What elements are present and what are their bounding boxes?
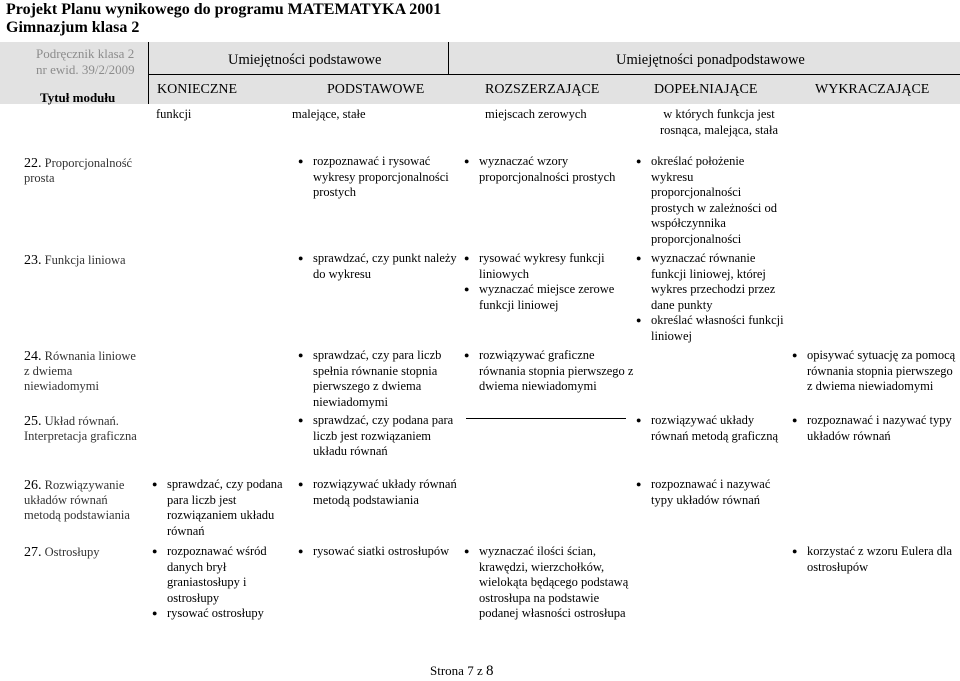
module-number: 23. xyxy=(24,253,42,268)
skill-item: ● rozwiązywać układy równań metodą graficzną xyxy=(636,413,786,444)
skill-item: ● określać położenie wykresu proporcjonalności prostych w zależności od współczynnika proporcjonalności xyxy=(636,154,786,247)
header-divider xyxy=(148,74,960,75)
module-22 xyxy=(24,156,144,186)
level-rozszerzajace: ROZSZERZAJĄCE xyxy=(485,82,600,97)
skill-item: ● rysować siatki ostrosłupów xyxy=(298,544,458,560)
module-name: Proporcjonalność prosta xyxy=(24,156,133,185)
document-title: Projekt Planu wynikowego do programu MATEMATYKA 2001 xyxy=(6,1,442,18)
r23-dopelniajace xyxy=(636,251,786,344)
level-podstawowe: PODSTAWOWE xyxy=(327,82,425,97)
skill-item: ● wyznaczać wzory proporcjonalności prostych xyxy=(464,154,636,185)
skill-item: ● rysować ostrosłupy xyxy=(152,606,294,622)
textbook-label: Podręcznik klasa 2 xyxy=(36,46,135,61)
r25-podstawowe xyxy=(298,413,458,460)
skill-item: ● opisywać sytuację za pomocą równania stopnia pierwszego z dwiema niewiadomymi xyxy=(792,348,956,395)
page-footer xyxy=(430,663,493,680)
r24-rozszerzajace xyxy=(464,348,636,395)
skill-item: ● rysować wykresy funkcji liniowych xyxy=(464,251,636,282)
level-konieczne: KONIECZNE xyxy=(157,82,238,97)
module-number: 22. xyxy=(24,156,42,171)
skill-item: ● sprawdzać, czy podana para liczb jest rozwiązaniem układu równań xyxy=(298,413,458,460)
skill-item: ● wyznaczać miejsce zerowe funkcji liniowej xyxy=(464,282,636,313)
cont-dopelniajace: w których funkcja jest rosnąca, malejąca, stała xyxy=(660,107,778,137)
r22-dopelniajace xyxy=(636,154,786,247)
r25-dopelniajace xyxy=(636,413,786,444)
module-number: 25. xyxy=(24,414,42,429)
module-23 xyxy=(24,253,144,268)
r22-podstawowe xyxy=(298,154,458,201)
page-label: Strona 7 z xyxy=(430,663,483,678)
r27-konieczne xyxy=(152,544,294,622)
module-number: 24. xyxy=(24,349,42,364)
r26-dopelniajace xyxy=(636,477,786,508)
r27-podstawowe xyxy=(298,544,458,560)
skill-item: ● rozpoznawać i nazywać typy układów równań xyxy=(636,477,786,508)
skill-item: ● wyznaczać ilości ścian, krawędzi, wierzchołków, wielokąta będącego podstawą ostrosłupa na podstawie podanej własności ostrosłupa xyxy=(464,544,636,622)
level-dopelniajace: DOPEŁNIAJĄCE xyxy=(654,82,758,97)
r22-rozszerzajace xyxy=(464,154,636,185)
header-group-divider xyxy=(448,42,449,74)
skill-item: ● rozpoznawać i rysować wykresy proporcjonalności prostych xyxy=(298,154,458,201)
r25-wykraczajace xyxy=(792,413,956,444)
module-number: 26. xyxy=(24,478,42,493)
module-name: Rozwiązywanie układów równań metodą podstawiania xyxy=(24,478,130,522)
skill-item: ● rozpoznawać wśród danych brył graniastosłupy i ostrosłupy xyxy=(152,544,294,606)
module-number: 27. xyxy=(24,545,42,560)
r26-konieczne xyxy=(152,477,294,539)
r24-wykraczajace xyxy=(792,348,956,395)
skill-item: ● sprawdzać, czy podana para liczb jest rozwiązaniem układu równań xyxy=(152,477,294,539)
page-total: 8 xyxy=(485,663,494,679)
r23-rozszerzajace xyxy=(464,251,636,313)
module-25 xyxy=(24,414,144,444)
cont-podstawowe: malejące, stałe xyxy=(292,107,366,121)
module-name: Układ równań. Interpretacja graficzna xyxy=(24,414,137,443)
cont-rozszerzajace: miejscach zerowych xyxy=(485,107,587,121)
skill-item: ● wyznaczać równanie funkcji liniowej, której wykres przechodzi przez dane punkty xyxy=(636,251,786,313)
r24-podstawowe xyxy=(298,348,458,410)
skill-item: ● rozwiązywać układy równań metodą podstawiania xyxy=(298,477,458,508)
skill-item: ● sprawdzać, czy punkt należy do wykresu xyxy=(298,251,458,282)
module-name: Funkcja liniowa xyxy=(44,253,126,267)
module-27 xyxy=(24,545,144,560)
skill-item: ● korzystać z wzoru Eulera dla ostrosłupów xyxy=(792,544,956,575)
r23-podstawowe xyxy=(298,251,458,282)
module-name: Równania liniowe z dwiema niewiadomymi xyxy=(24,349,136,393)
r25-rozszerzajace-empty-rule xyxy=(466,418,626,419)
module-24 xyxy=(24,349,144,394)
cont-konieczne: funkcji xyxy=(156,107,192,121)
skill-item: ● rozwiązywać graficzne równania stopnia pierwszego z dwiema niewiadomymi xyxy=(464,348,636,395)
r27-rozszerzajace xyxy=(464,544,636,622)
module-title-header: Tytuł modułu xyxy=(40,90,116,105)
skill-item: ● sprawdzać, czy para liczb spełnia równanie stopnia pierwszego z dwiema niewiadomymi xyxy=(298,348,458,410)
skill-item: ● rozpoznawać i nazywać typy układów równań xyxy=(792,413,956,444)
header-left-border xyxy=(148,42,149,104)
document-subtitle: Gimnazjum klasa 2 xyxy=(6,19,140,36)
module-26 xyxy=(24,478,144,523)
textbook-number: nr ewid. 39/2/2009 xyxy=(36,62,135,77)
r27-wykraczajace xyxy=(792,544,956,575)
module-name: Ostrosłupy xyxy=(44,545,100,559)
r26-podstawowe xyxy=(298,477,458,508)
advanced-skills-header: Umiejętności ponadpodstawowe xyxy=(616,52,805,68)
skill-item: ● określać własności funkcji liniowej xyxy=(636,313,786,344)
level-wykraczajace: WYKRACZAJĄCE xyxy=(815,82,930,97)
basic-skills-header: Umiejętności podstawowe xyxy=(228,52,382,68)
